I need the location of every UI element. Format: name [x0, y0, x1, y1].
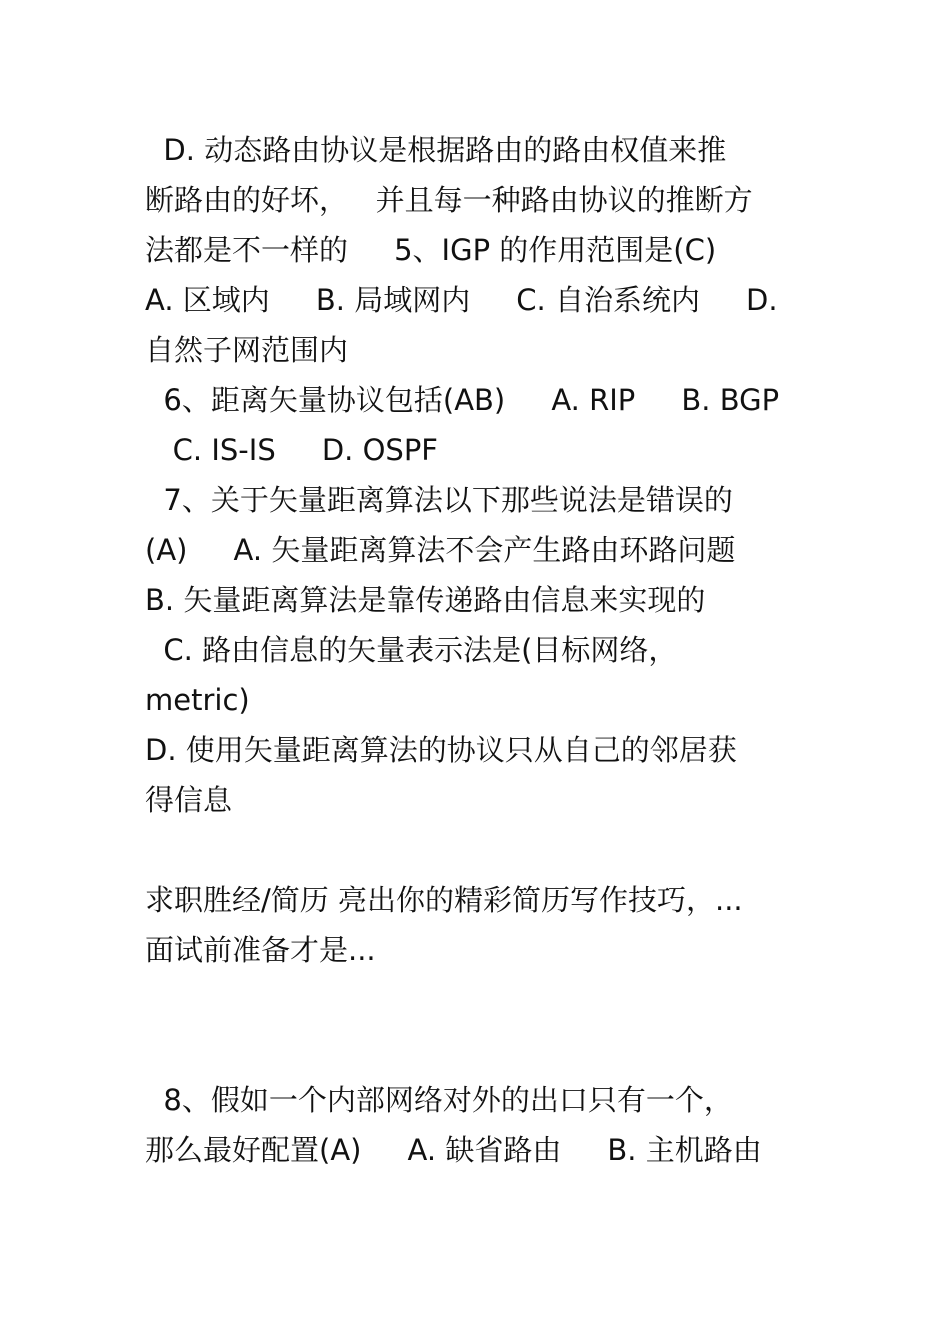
ad-text-block — [145, 875, 835, 975]
text-line: C. IS-IS D. OSPF — [145, 433, 438, 467]
text-line: D. 动态路由协议是根据路由的路由权值来推 — [145, 133, 727, 167]
text-line: C. 路由信息的矢量表示法是(目标网络， — [145, 633, 678, 667]
text-line: 求职胜经/简历 亮出你的精彩简历写作技巧，... — [145, 883, 743, 917]
text-line: (A) A. 矢量距离算法不会产生路由环路问题 — [145, 533, 736, 567]
question-block-8 — [145, 1075, 835, 1175]
document-page — [145, 125, 835, 1175]
text-line: 那么最好配置(A) A. 缺省路由 B. 主机路由 — [145, 1133, 762, 1167]
text-line: A. 区域内 B. 局域网内 C. 自治系统内 D. — [145, 283, 778, 317]
text-line: 法都是不一样的 5、IGP 的作用范围是(C) — [145, 233, 717, 267]
spacer — [145, 825, 835, 875]
text-line: 7、关于矢量距离算法以下那些说法是错误的 — [145, 483, 733, 517]
text-line: 6、距离矢量协议包括(AB) A. RIP B. BGP — [145, 383, 780, 417]
question-block-d-5-6-7 — [145, 125, 835, 825]
text-line: 断路由的好坏， 并且每一种路由协议的推断方 — [145, 183, 753, 217]
text-line: metric) — [145, 683, 250, 717]
text-line: B. 矢量距离算法是靠传递路由信息来实现的 — [145, 583, 706, 617]
text-line: 得信息 — [145, 783, 233, 817]
spacer — [145, 975, 835, 1075]
text-line: 8、假如一个内部网络对外的出口只有一个， — [145, 1083, 733, 1117]
text-line: 自然子网范围内 — [145, 333, 349, 367]
text-line: D. 使用矢量距离算法的协议只从自己的邻居获 — [145, 733, 737, 767]
text-line: 面试前准备才是... — [145, 933, 376, 967]
